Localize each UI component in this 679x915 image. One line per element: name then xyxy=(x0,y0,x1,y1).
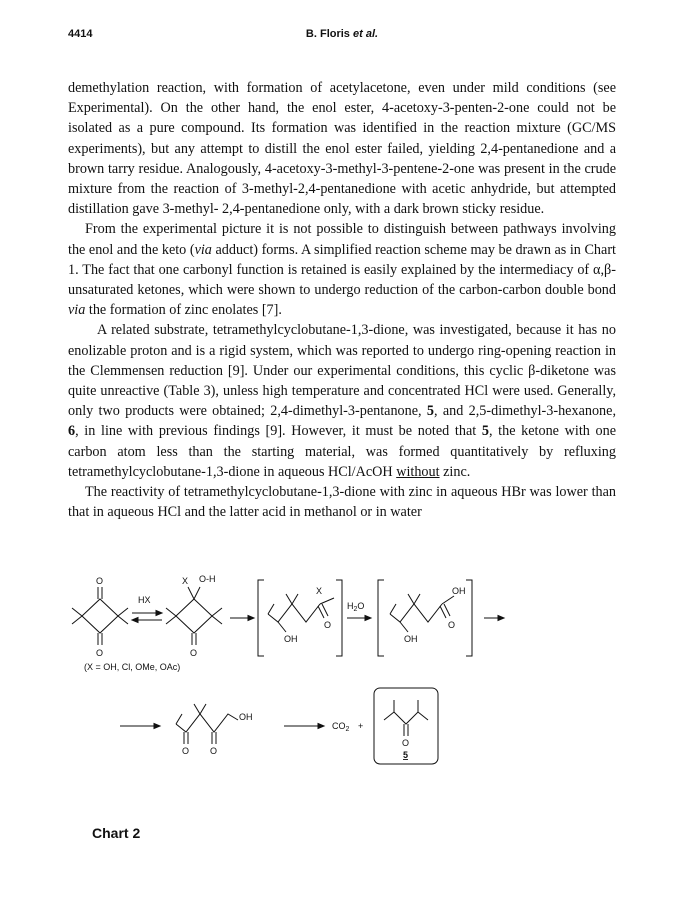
carbonyl-o-keto-acid-1: O xyxy=(182,746,190,756)
page-number: 4414 xyxy=(68,28,93,40)
atom-oh-enol: O-H xyxy=(199,574,216,584)
plus-sign: + xyxy=(358,721,364,731)
running-header xyxy=(68,28,616,44)
carbonyl-o-product: O xyxy=(402,738,410,748)
product-number: 5 xyxy=(403,750,409,760)
paragraph-1: demethylation reaction, with formation of acetylacetone, even under mild conditions (see Experimental). On the other hand, the enol ester, 4-acetoxy-3-penten-2-one could not be isolated as a pure compound. Its formation was identified in the reaction mixture (GC/MS experiments), but any attempt to distill the enol ester failed, yielding 2,4-pentanedione and a brown tarry residue. Analogously, 4-acetoxy-3-methyl-3-pentene-2-one was present in the crude mixture from the reaction of 3-methyl-2,4-pentanedione with acetic anhydride, but attempted distillation gave 3-methyl- 2,4-pentanedione only, with a dark brown sticky residue. xyxy=(68,80,616,218)
running-authors: B. Floris et al. xyxy=(305,28,379,40)
atom-x-intermediate: X xyxy=(316,586,323,596)
carbonyl-o-top: O xyxy=(96,576,104,586)
reaction-scheme xyxy=(72,574,632,804)
dione-structure xyxy=(72,587,128,645)
carbonyl-o-intermediate-1: O xyxy=(324,620,332,630)
reagent-hx: HX xyxy=(138,595,151,605)
equilibrium-arrows xyxy=(132,611,162,623)
adduct-structure xyxy=(166,587,222,645)
hydrolysis-arrow xyxy=(347,616,371,621)
atom-oh-acid: OH xyxy=(452,586,466,596)
body-text xyxy=(68,78,616,522)
reaction-arrow-3 xyxy=(120,724,160,729)
carbonyl-o-keto-acid-2: O xyxy=(210,746,218,756)
paragraph-4: The reactivity of tetramethylcyclobutane-1,3-dione with zinc in aqueous HBr was lower than that in aqueous HCl and the latter acid in methanol or in water xyxy=(68,484,616,521)
carbonyl-o-adduct: O xyxy=(190,648,198,658)
atom-oh-keto-acid: OH xyxy=(239,712,253,722)
reagent-h2o: $H_2O$ xyxy=(347,601,365,613)
paragraph-3: A related substrate, tetramethylcyclobutane-1,3-dione, was investigated, because it has no enolizable proton and is a rigid system, which was reported to undergo ring-opening reaction in the Clemmensen reduction [9]. Under our experimental conditions, this cyclic β-diketone was quite unreactive (Table 3), unless high temperature and concentrated HCl were used. Generally, only two products were obtained; 2,4-dimethyl-3-pentanone, 5, and 2,5-dimethyl-3-hexanone, 6, in line with previous findings [9]. However, it must be noted that 5, the ketone with one carbon atom less than the starting material, was formed quantitatively by refluxing tetramethylcyclobutane-1,3-dione in aqueous HCl/AcOH without zinc. xyxy=(68,322,617,480)
intermediate-1-bracket xyxy=(258,580,342,656)
carbonyl-o-bottom: O xyxy=(96,648,104,658)
reaction-arrow-2 xyxy=(484,616,504,621)
co2-product: $CO_2$ xyxy=(332,721,350,733)
chart-caption: Chart 2 xyxy=(92,825,141,841)
atom-oh-intermediate-2: OH xyxy=(404,634,418,644)
x-definition: (X = OH, Cl, OMe, OAc) xyxy=(84,662,181,672)
atom-x-adduct: X xyxy=(182,576,189,586)
carbonyl-o-intermediate-2: O xyxy=(448,620,456,630)
atom-oh-intermediate-1: OH xyxy=(284,634,298,644)
decarboxylation-arrow xyxy=(284,724,324,729)
reaction-arrow-1 xyxy=(230,616,254,621)
paragraph-2: From the experimental picture it is not possible to distinguish between pathways involving the enol and the keto (via adduct) forms. A simplified reaction scheme may be drawn as in Chart 1. The fact that one carbonyl function is retained is easily explained by the intermediacy of α,β- unsaturated ketones, which were shown to undergo reduction of the carbon-carbon double bond via the formation of zinc enolates [7]. xyxy=(68,221,616,319)
keto-acid-structure xyxy=(176,704,238,744)
